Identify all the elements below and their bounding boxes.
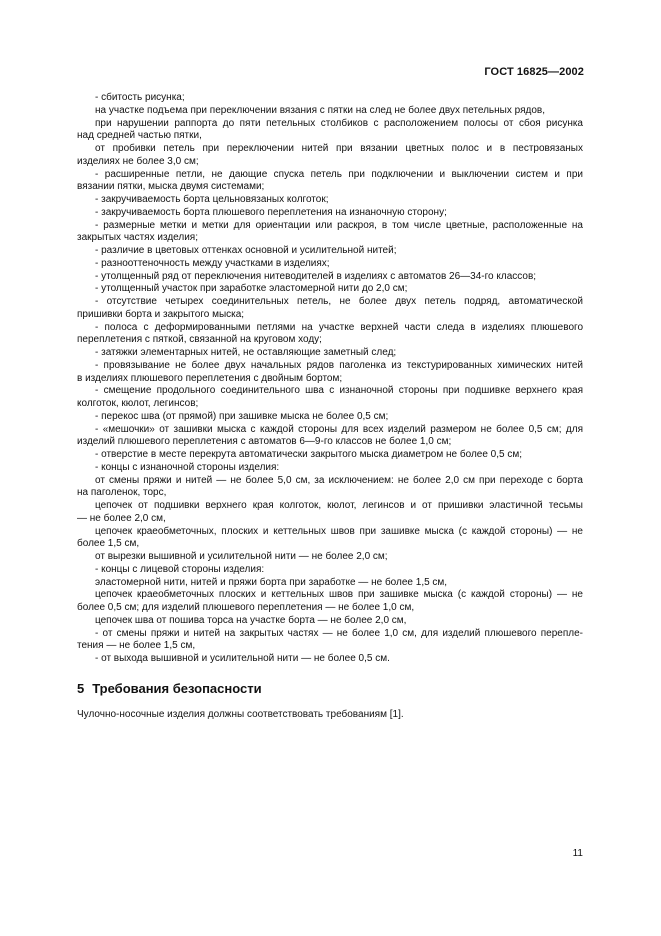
text-line: на паголенок, торс,	[77, 487, 167, 499]
text-line: - провязывание не более двух начальных рядов паголенка из текстурированных химических нитей	[95, 359, 583, 371]
text-line: - отверстие в месте перекрута автоматически закрытого мыска диаметром не более 0,5 см;	[95, 449, 523, 460]
text-line: над средней частью пятки,	[77, 130, 202, 142]
text-line: — не более 2,0 см,	[77, 512, 166, 524]
text-line: - от выхода вышивной и усилительной нити — не более 0,5 см.	[95, 653, 390, 664]
text-line: пришивки борта и закрытого мыска;	[77, 308, 245, 320]
section-title: Требования безопасности	[92, 681, 262, 696]
section-heading	[77, 681, 262, 696]
text-line: - утолщенный ряд от переключения нитеводителей в изделиях с автоматов 26—34-го классов;	[95, 270, 537, 282]
text-line: - закручиваемость борта плюшевого переплетения на изнаночную сторону;	[95, 206, 447, 218]
text-line: - «мешочки» от зашивки мыска с каждой стороны для всех изделий размером не более 0,5 см; для	[95, 423, 583, 435]
text-line: более 1,5 см,	[77, 538, 140, 550]
section-number: 5	[77, 681, 85, 696]
text-line: при нарушении раппорта до пяти петельных столбиков с расположением полосы от сбоя рисунка	[95, 117, 583, 129]
text-line: - размерные метки и метки для ориентации или раскроя, в том числе цветные, расположенные на	[95, 219, 583, 231]
text-line: цепочек от подшивки верхнего края колготок, кюлот, легинсов и от пришивки эластичной тесьмы	[95, 500, 583, 511]
section-paragraph: Чулочно-носочные изделия должны соответствовать требованиям [1].	[77, 709, 404, 720]
text-line: - смещение продольного соединительного шва с изнаночной стороны при подшивке верхнего края	[95, 385, 583, 397]
text-line: - различие в цветовых оттенках основной и усилительной нитей;	[95, 245, 397, 256]
text-line: - затяжки элементарных нитей, не оставляющие заметный след;	[95, 347, 397, 358]
text-line: изделиях не более 3,0 см;	[77, 155, 199, 167]
text-line: цепочек шва от пошива торса на участке борта — не более 2,0 см,	[95, 614, 407, 626]
text-line: - перекос шва (от прямой) при зашивке мыска не более 0,5 см;	[95, 410, 389, 422]
text-line: более 0,5 см; для изделий плюшевого переплетения — не более 1,0 см,	[77, 602, 415, 613]
text-line: - полоса с деформированными петлями на участке верхней части следа в изделиях плюшевого	[95, 321, 583, 333]
text-line: - концы с лицевой стороны изделия:	[95, 563, 265, 575]
text-line: в изделиях плюшевого переплетения с двойным бортом;	[77, 372, 343, 384]
text-line: изделий плюшевого переплетения с автоматов 6—9-го классов не более 1,0 см;	[77, 436, 452, 448]
text-line: от смены пряжи и нитей — не более 5,0 см, за исключением: не более 2,0 см при переходе с борта	[95, 474, 583, 486]
text-line: от пробивки петель при переключении нитей при вязании цветных полос и в пестровязаных	[95, 143, 583, 154]
page-number: 11	[572, 848, 583, 859]
text-line: - от смены пряжи и нитей на закрытых частях — не более 1,0 см, для изделий плюшевого перепле-	[95, 627, 583, 639]
text-line: на участке подъема при переключении вязания с пятки на след не более двух петельных рядов,	[95, 104, 545, 116]
text-line: вязании пятки, мыска двумя системами;	[77, 181, 265, 193]
text-line: цепочек краеобметочных, плоских и кеттельных швов при зашивке мыска (с каждой стороны) — не	[95, 525, 583, 537]
text-line: - разнооттеночность между участками в изделиях;	[95, 257, 330, 269]
text-line: переплетения с пяткой, связанной на круговом ходу;	[77, 334, 322, 346]
text-line: - закручиваемость борта цельновязаных колготок;	[95, 194, 329, 205]
text-line: закрытых частях изделия;	[77, 232, 198, 244]
text-line: - концы с изнаночной стороны изделия:	[95, 461, 280, 473]
text-line: эластомерной нити, нитей и пряжи борта при заработке — не более 1,5 см,	[95, 576, 448, 588]
text-line: - утолщенный участок при заработке эластомерной нити до 2,0 см;	[95, 283, 408, 295]
text-line: - сбитость рисунка;	[95, 92, 185, 103]
document-id: ГОСТ 16825—2002	[484, 66, 584, 78]
text-line: колготок, кюлот, легинсов;	[77, 398, 199, 409]
requirements-body	[77, 92, 583, 666]
text-line: от вырезки вышивной и усилительной нити — не более 2,0 см;	[95, 551, 388, 562]
text-line: цепочек краеобметочных плоских и кеттельных швов при зашивке мыска (с каждой стороны) — не	[95, 589, 583, 601]
text-line: - расширенные петли, не дающие спуска петель при подключении и выключении систем и при	[95, 168, 583, 180]
text-line: тения — не более 1,5 см,	[77, 640, 196, 652]
text-line: - отсутствие четырех соединительных петель, не более двух петель подряд, автоматической	[95, 296, 583, 307]
